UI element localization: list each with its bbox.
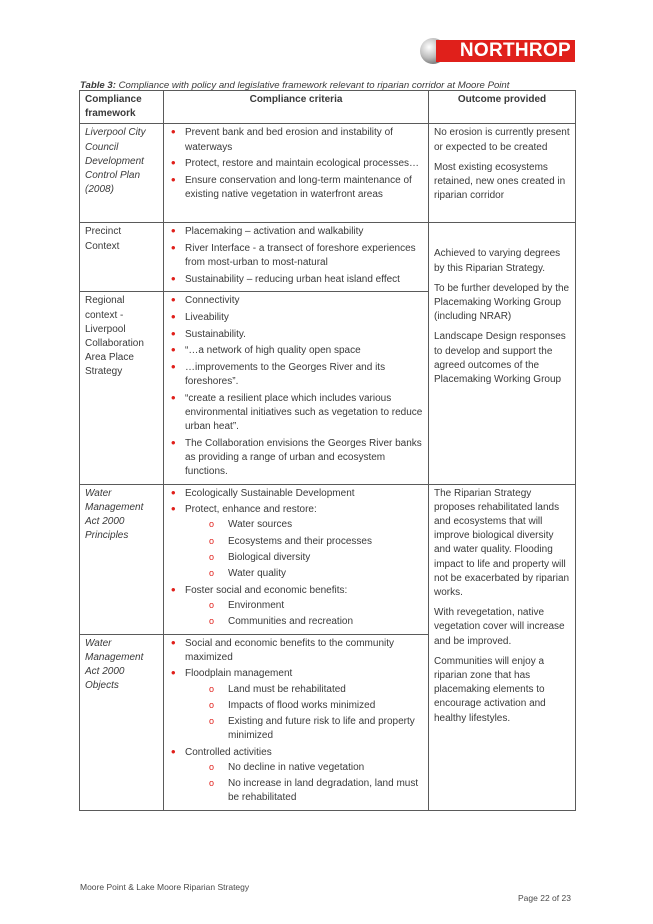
outcome-text: Achieved to varying degrees by this Riparian Strategy. bbox=[434, 248, 561, 274]
framework-cell: Water Management Act 2000 Principles bbox=[80, 484, 164, 634]
footer-page-number: Page 22 of 23 bbox=[518, 893, 571, 903]
outcome-cell bbox=[429, 484, 576, 810]
sub-item: o Biological diversity bbox=[185, 551, 423, 565]
sub-item: o Land must be rehabilitated bbox=[185, 683, 423, 697]
outcome-text: With revegetation, native vegetation cover will increase and be improved. bbox=[434, 607, 565, 647]
table-row-precinct bbox=[80, 223, 576, 292]
table-row-wm-principles bbox=[80, 484, 576, 634]
header-outcome: Outcome provided bbox=[429, 91, 576, 124]
criteria-item: • …improvements to the Georges River and its foreshores”. bbox=[169, 361, 423, 389]
outcome-text: Landscape Design responses to develop and support the agreed outcomes of the Placemaking Working Group bbox=[434, 331, 566, 386]
criteria-item bbox=[169, 667, 423, 743]
criteria-item-label: Controlled activities bbox=[185, 746, 272, 758]
compliance-table bbox=[79, 90, 576, 811]
sub-item: o Water sources bbox=[185, 518, 423, 532]
sub-item: o No decline in native vegetation bbox=[185, 761, 423, 775]
sub-item: o Ecosystems and their processes bbox=[185, 535, 423, 549]
outcome-text: To be further developed by the Placemaking Working Group (including NRAR) bbox=[434, 282, 570, 323]
criteria-item: • Sustainability – reducing urban heat island effect bbox=[169, 273, 423, 287]
criteria-item bbox=[169, 584, 423, 630]
caption-label: Table 3: bbox=[80, 80, 116, 91]
criteria-item: • Placemaking – activation and walkability bbox=[169, 225, 423, 239]
criteria-item: • Ensure conservation and long-term maintenance of existing native vegetation in waterfront areas bbox=[169, 174, 423, 202]
criteria-item: • Social and economic benefits to the community maximized bbox=[169, 637, 423, 665]
criteria-item bbox=[169, 503, 423, 581]
outcome-text: No erosion is currently present or expected to be created bbox=[434, 127, 570, 153]
header-criteria: Compliance criteria bbox=[164, 91, 429, 124]
framework-cell: Water Management Act 2000 Objects bbox=[80, 634, 164, 810]
outcome-cell bbox=[429, 124, 576, 223]
caption-text: Compliance with policy and legislative framework relevant to riparian corridor at Moore Point bbox=[118, 80, 510, 91]
framework-cell: Liverpool City Council Development Control Plan (2008) bbox=[80, 124, 164, 223]
table-row-dcp bbox=[80, 124, 576, 223]
outcome-text: Most existing ecosystems retained, new ones created in riparian corridor bbox=[434, 161, 566, 202]
northrop-logo bbox=[420, 38, 575, 65]
criteria-item: • Prevent bank and bed erosion and instability of waterways bbox=[169, 126, 423, 154]
criteria-item: • “…a network of high quality open space bbox=[169, 344, 423, 358]
criteria-item: • The Collaboration envisions the Georges River banks as providing a range of urban and ecosystem functions. bbox=[169, 437, 423, 480]
criteria-item: • Liveability bbox=[169, 311, 423, 325]
framework-cell: Regional context - Liverpool Collaboration Area Place Strategy bbox=[80, 292, 164, 484]
outcome-text: The Riparian Strategy proposes rehabilitated lands and ecosystems that will improve biological diversity and water quality. Flooding impact to life and property will not be exacerbated by riparian works. bbox=[434, 487, 570, 598]
sub-item: o Water quality bbox=[185, 567, 423, 581]
criteria-item: • Connectivity bbox=[169, 294, 423, 308]
sub-item: o Environment bbox=[185, 599, 423, 613]
criteria-item: • Sustainability. bbox=[169, 328, 423, 342]
criteria-item-label: Protect, enhance and restore: bbox=[185, 504, 317, 516]
sub-item: o Existing and future risk to life and property minimized bbox=[185, 715, 423, 743]
criteria-cell bbox=[164, 223, 429, 292]
footer-doc-title: Moore Point & Lake Moore Riparian Strategy bbox=[80, 882, 250, 892]
criteria-item bbox=[169, 746, 423, 806]
criteria-item: • River Interface - a transect of foreshore experiences from most-urban to most-natural bbox=[169, 242, 423, 270]
criteria-item: • “create a resilient place which includes various environmental initiatives such as vegetation to reduce urban heat”. bbox=[169, 392, 423, 435]
criteria-item: • Protect, restore and maintain ecological processes… bbox=[169, 157, 423, 171]
criteria-item-label: Foster social and economic benefits: bbox=[185, 584, 348, 596]
criteria-cell bbox=[164, 124, 429, 223]
outcome-cell bbox=[429, 223, 576, 484]
outcome-text: Communities will enjoy a riparian zone that has placemaking elements to encourage activation and healthy lifestyles. bbox=[434, 655, 546, 724]
sub-item: o Impacts of flood works minimized bbox=[185, 699, 423, 713]
criteria-cell bbox=[164, 484, 429, 634]
sub-item: o No increase in land degradation, land must be rehabilitated bbox=[185, 777, 423, 805]
header-row bbox=[80, 91, 576, 124]
sub-item: o Communities and recreation bbox=[185, 615, 423, 629]
logo-wordmark: NORTHROP bbox=[436, 40, 575, 62]
framework-cell: Precinct Context bbox=[80, 223, 164, 292]
header-framework: Compliance framework bbox=[80, 91, 164, 124]
criteria-item-label: Floodplain management bbox=[185, 668, 293, 680]
criteria-cell bbox=[164, 292, 429, 484]
criteria-cell bbox=[164, 634, 429, 810]
criteria-item: • Ecologically Sustainable Development bbox=[169, 487, 423, 501]
